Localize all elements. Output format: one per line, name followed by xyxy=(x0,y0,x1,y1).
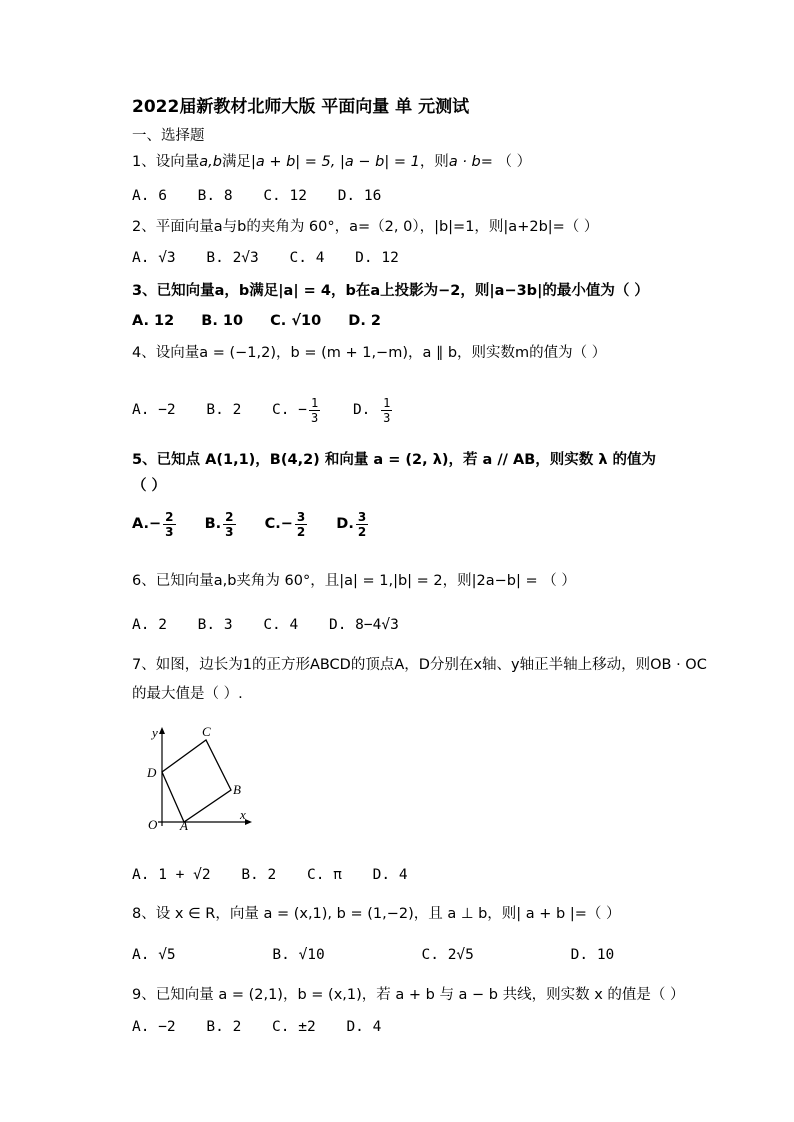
q5-a-sign: − xyxy=(149,516,162,532)
q5-a-label: A. xyxy=(132,516,149,532)
question-4: 4、设向量a = (−1,2)，b = (m + 1,−m)，a ∥ b，则实数m的值为（ ） xyxy=(132,345,607,361)
label-y: y xyxy=(152,725,158,740)
q4-option-d xyxy=(353,393,394,427)
q5-a-num: 2 xyxy=(165,509,174,524)
q3-option-d: D. 2 xyxy=(348,313,381,329)
question-8: 8、设 x ∈ R，向量 a = (x,1), b = (1,−2)，且 a ⊥ b，则| a + b |=（ ） xyxy=(132,906,621,922)
q4-c-num: 1 xyxy=(310,395,319,410)
q5-bracket: （ ） xyxy=(132,478,167,494)
q5-c-sign: − xyxy=(280,516,293,532)
label-x: x xyxy=(240,807,246,822)
question-7: 7、如图，边长为1的正方形ABCD的顶点A，D分别在x轴、y轴正半轴上移动，则OB · OC xyxy=(132,657,707,673)
q7-option-a: A. 1 + √2 xyxy=(132,867,211,883)
q4-d-fraction xyxy=(381,396,392,425)
q2-options xyxy=(132,248,421,268)
q4-option-a: A. −2 xyxy=(132,402,176,418)
square-diagram xyxy=(140,722,255,832)
q8-option-b: B. √10 xyxy=(272,947,325,963)
question-3: 3、已知向量a，b满足|a| = 4，b在a上投影为−2，则|a−3b|的最小值为（ ） xyxy=(132,283,649,299)
square-abcd xyxy=(162,740,231,822)
q7-option-b: B. 2 xyxy=(241,867,277,883)
q6-option-d: D. 8−4√3 xyxy=(328,617,399,633)
q8-option-c: C. 2√5 xyxy=(421,947,474,963)
q4-options xyxy=(132,393,416,427)
q5-option-c xyxy=(265,506,310,542)
q8-options xyxy=(132,945,636,965)
q1-option-d: D. 16 xyxy=(337,188,382,204)
q6-option-b: B. 3 xyxy=(197,617,233,633)
q5-b-fraction xyxy=(223,510,235,539)
q1-option-a: A. 6 xyxy=(132,188,167,204)
label-o: O xyxy=(148,817,158,832)
q5-c-den: 2 xyxy=(296,524,306,539)
question-2: 2、平面向量a与b的夹角为 60°，a=（2, 0），|b|=1，则|a+2b|=（ ） xyxy=(132,219,599,235)
label-d: D xyxy=(147,765,157,780)
q4-d-num: 1 xyxy=(383,395,391,410)
q4-option-d-label: D. xyxy=(352,402,371,418)
q2-option-b: B. 2√3 xyxy=(206,250,259,266)
label-a: A xyxy=(180,818,188,832)
y-axis-arrow xyxy=(159,727,165,734)
q3-option-a: A. 12 xyxy=(132,313,175,329)
q8-option-d: D. 10 xyxy=(570,947,615,963)
q5-option-a xyxy=(132,506,178,542)
q5-option-b xyxy=(205,506,238,542)
label-c: C xyxy=(202,724,211,739)
question-6: 6、已知向量a,b夹角为 60°，且|a| = 1,|b| = 2，则|2a−b| = （ ） xyxy=(132,573,576,589)
q1-options xyxy=(132,186,403,206)
q5-b-num: 2 xyxy=(225,509,234,524)
q2-option-c: C. 4 xyxy=(289,250,325,266)
page-title: 2022届新教材北师大版 平面向量 单 元测试 xyxy=(132,97,470,117)
q9-options xyxy=(132,1017,403,1037)
q9-option-c: C. ±2 xyxy=(272,1019,316,1035)
q1-stem-c: ，则 xyxy=(419,154,449,170)
q5-option-d xyxy=(336,506,370,542)
q2-option-a: A. √3 xyxy=(132,250,176,266)
q5-d-den: 2 xyxy=(357,524,367,539)
q3-option-c: C. √10 xyxy=(270,313,322,329)
q5-d-fraction xyxy=(356,510,368,539)
q1-option-b: B. 8 xyxy=(197,188,233,204)
q3-options xyxy=(132,311,403,331)
question-1 xyxy=(132,152,531,172)
q6-options xyxy=(132,615,421,635)
q4-option-c xyxy=(272,393,322,427)
q7-option-d: D. 4 xyxy=(372,867,408,883)
section-heading: 一、选择题 xyxy=(132,128,205,144)
q1-option-c: C. 12 xyxy=(263,188,307,204)
q5-c-label: C. xyxy=(264,516,281,532)
x-axis-arrow xyxy=(245,819,252,825)
q5-a-fraction xyxy=(163,510,175,539)
q9-option-d: D. 4 xyxy=(346,1019,382,1035)
q5-d-label: D. xyxy=(336,516,354,532)
q1-vars: a,b xyxy=(199,154,222,170)
q5-c-num: 3 xyxy=(296,509,306,524)
q4-d-den: 3 xyxy=(383,410,391,425)
q1-expr2: a · b xyxy=(448,154,481,170)
q5-d-num: 3 xyxy=(357,509,367,524)
q5-c-fraction xyxy=(295,510,307,539)
q4-c-den: 3 xyxy=(310,410,319,425)
q4-option-c-label: C. xyxy=(272,402,290,418)
q1-stem-a: 1、设向量 xyxy=(132,154,200,170)
q6-option-c: C. 4 xyxy=(263,617,299,633)
q5-a-den: 3 xyxy=(165,524,174,539)
q5-b-label: B. xyxy=(204,516,222,532)
q1-stem-d: = （ ） xyxy=(480,154,532,170)
q9-option-a: A. −2 xyxy=(132,1019,176,1035)
q8-option-a: A. √5 xyxy=(132,947,176,963)
q4-c-sign: − xyxy=(298,402,307,418)
question-5: 5、已知点 A(1,1)，B(4,2) 和向量 a = (2, λ)，若 a // AB，则实数 λ 的值为 xyxy=(132,452,657,468)
q5-b-den: 3 xyxy=(225,524,234,539)
q1-stem-b: 满足 xyxy=(221,154,251,170)
q7-options xyxy=(132,865,430,885)
q7-line-2: 的最大值是（ ）. xyxy=(132,686,243,702)
q4-c-fraction xyxy=(309,396,320,425)
q7-option-c: C. π xyxy=(306,867,342,883)
q3-option-b: B. 10 xyxy=(201,313,244,329)
question-9: 9、已知向量 a = (2,1)，b = (x,1)，若 a + b 与 a − b 共线，则实数 x 的值是（ ） xyxy=(132,987,685,1003)
q6-option-a: A. 2 xyxy=(132,617,167,633)
q2-option-d: D. 12 xyxy=(355,250,399,266)
label-b: B xyxy=(233,782,241,797)
q9-option-b: B. 2 xyxy=(206,1019,242,1035)
q5-options xyxy=(132,506,392,542)
q1-expr: |a + b| = 5, |a − b| = 1 xyxy=(250,154,420,170)
q4-option-b: B. 2 xyxy=(206,402,242,418)
